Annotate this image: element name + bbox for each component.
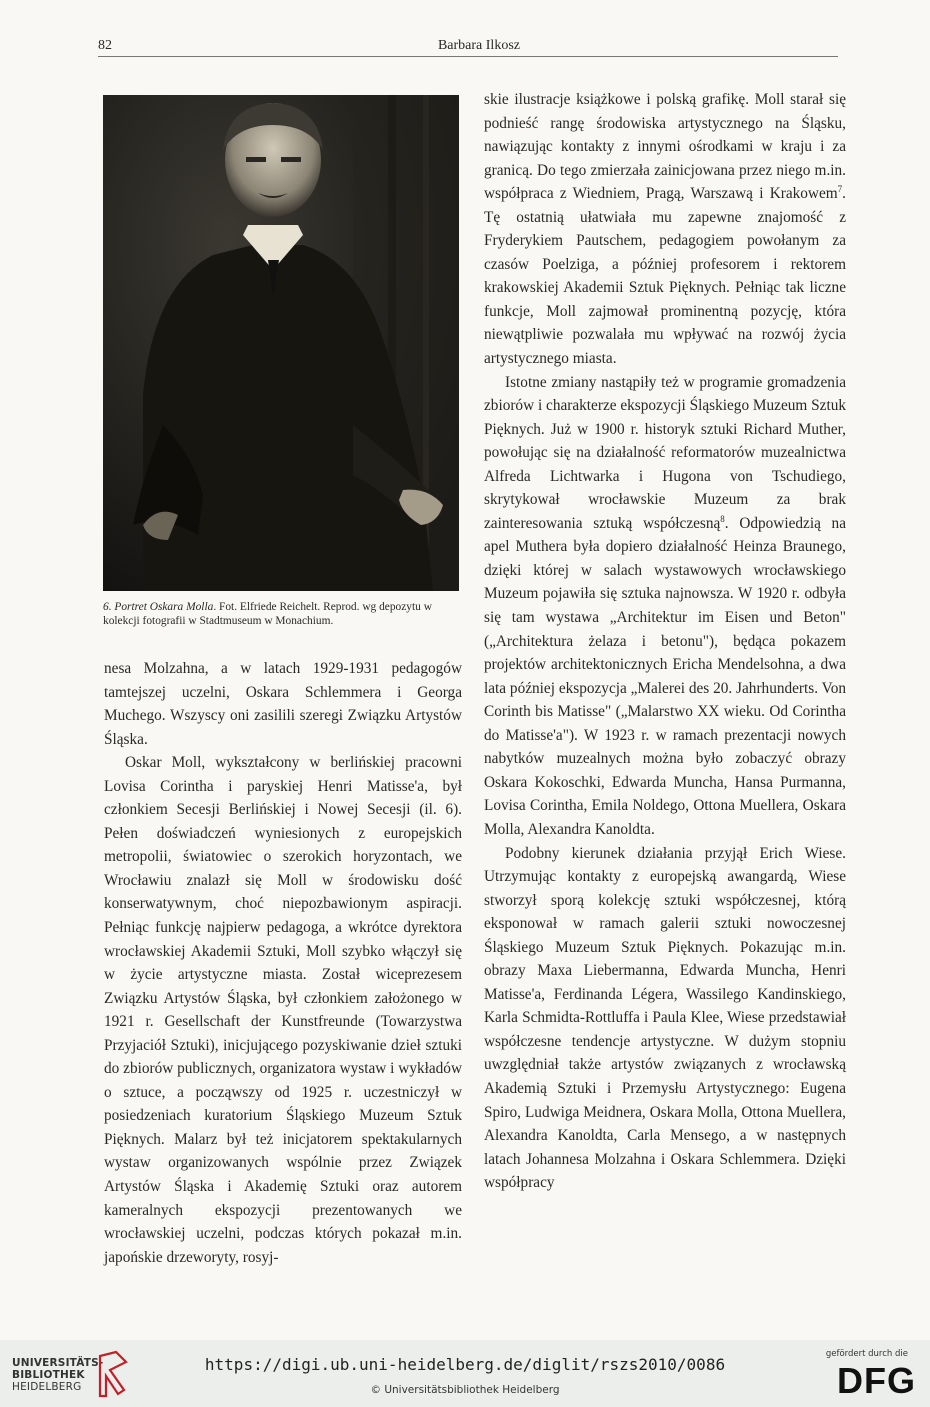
caption-credit: . Fot. Elfriede Reichelt. Reprod. wg depozytu w kolekcji fotografii w Stadtmuseum w Monachium. <box>103 601 432 627</box>
paragraph: Podobny kierunek działania przyjął Erich Wiese. Utrzymując kontakty z europejską awangardą, Wiese stworzył sporą kolekcję sztuki współczesnej, którą eksponował w ramach galerii sztuki nowoczesnej Śląskiego Muzeum Sztuk Pięknych. Pokazując m.in. obrazy Maxa Liebermanna, Edwarda Muncha, Henri Matisse'a, Ferdinanda Légera, Wassilego Kandinskiego, Karla Schmidta-Rottluffa i Paula Klee, Wiese przedstawiał współczesne tendencje artystyczne. W dużym stopniu uwzględniał także artystów związanych z wrocławską Akademią Sztuki i Przemysłu Artystycznego: Eugena Spiro, Ludwiga Meidnera, Oskara Molla, Ottona Muellera, Alexandra Kanoldta, Carla Mensego, a w następnych latach Johannesa Molzahna i Oskara Schlemmera. Dzięki współpracy <box>484 844 846 1192</box>
dfg-logo[interactable]: DFG <box>837 1360 916 1401</box>
copyright-notice: © Universitätsbibliothek Heidelberg <box>370 1384 560 1396</box>
paragraph <box>484 371 846 842</box>
paragraph <box>484 88 846 371</box>
paragraph-text: skie ilustracje książkowe i polską grafikę. Moll starał się podnieść rangę środowiska artystycznego na Śląsku, nawiązując kontakty z innymi ośrodkami w kraju i za granicą. Do tego zmierzała zainicjowana przez niego m.in. współpraca z Wiedniem, Pragą, Warszawą i Krakowem <box>484 91 846 203</box>
funding-note: gefördert durch die <box>825 1349 908 1359</box>
paragraph-text: . Odpowiedzią na apel Muthera była dopiero działalność Heinza Braunego, dzięki której w salach wystawowych wrocławskiego Muzeum pojawiła się sztuka najnowsza. W 1920 r. odbyła się tam wystawa „Architektur im Eisen und Beton" („Architektura żelaza i betonu"), będąca pokazem projektów architektonicznych Ericha Mendelsohna, a dwa lata później ekspozycja „Malerei des 20. Jahrhunderts. Von Corinth bis Matisse" („Malarstwo XX wieku. Od Corintha do Matisse'a"). W 1923 r. w ramach prezentacji nowych nabytków muzealnych można było zobaczyć obrazy Oskara Kokoschki, Edwarda Muncha, Hansa Purmanna, Lovisa Corintha, Emila Noldego, Ottona Muellera, Oskara Molla, Alexandra Kanoldta. <box>484 514 846 838</box>
uni-name-line: UNIVERSITÄTS- <box>12 1357 104 1369</box>
portrait-illustration <box>103 95 459 591</box>
caption-figure-title: 6. Portret Oskara Molla <box>103 601 214 613</box>
page-number: 82 <box>98 38 112 53</box>
running-header <box>98 38 838 57</box>
left-column <box>104 657 462 1269</box>
viewer-footer <box>0 1340 930 1407</box>
uni-name-line: HEIDELBERG <box>12 1381 82 1393</box>
portrait-photo <box>103 95 459 591</box>
uni-name-line: BIBLIOTHEK <box>12 1369 85 1381</box>
figure-caption <box>103 600 463 628</box>
paragraph-text: Istotne zmiany nastąpiły też w programie gromadzenia zbiorów i charakterze ekspozycji Śląskiego Muzeum Sztuk Pięknych. Już w 1900 r. historyk sztuki Richard Muther, powołując się na działalność reformatorów muzealnictwa Alfreda Lichtwarka i Hugona von Tschudiego, skrytykował wrocławskie Muzeum za brak zainteresowania sztuką współczesną <box>484 373 846 532</box>
footnote-ref[interactable]: 7 <box>837 184 843 195</box>
paragraph: nesa Molzahna, a w latach 1929-1931 pedagogów tamtejszej uczelni, Oskara Schlemmera i Georga Muchego. Wszyscy oni zasilili szeregi Związku Artystów Śląska. <box>104 660 462 748</box>
running-head-author: Barbara Ilkosz <box>437 38 520 53</box>
footnote-ref[interactable]: 8 <box>720 513 725 524</box>
paragraph-text: . Tę ostatnią ułatwiała mu zapewne znajomość z Fryderykiem Pautschem, pedagogiem powołanym za czasów Poelziga, a później profesorem i rektorem krakowskiej Akademii Sztuk Pięknych. Pełniąc tak liczne funkcje, Moll zajmował prominentną pozycję, która niewątpliwie pozwalała mu wpływać na rozwój życia artystycznego miasta. <box>484 185 846 368</box>
paragraph: Oskar Moll, wykształcony w berlińskiej pracowni Lovisa Corintha i paryskiej Henri Matisse'a, był członkiem Secesji Berlińskiej i Nowej Secesji (il. 6). Pełen doświadczeń wyniesionych z europejskich metropolii, światowiec o szerokich horyzontach, we Wrocławiu znalazł się Moll w środowisku dość konserwatywnym, choć niepozbawionym aspiracji. Pełniąc funkcję najpierw pedagoga, a wkrótce dyrektora wrocławskiej Akademii Sztuki, Moll szybko włączył się w życie artystyczne miasta. Został wiceprezesem Związku Artystów Śląska, był członkiem założonego w 1921 r. Gesellschaft der Kunstfreunde (Towarzystwa Przyjaciół Sztuki), inicjującego pozyskiwanie dzieł sztuki do zbiorów publicznych, organizatora wystaw i wykładów o sztuce, a począwszy od 1925 r. uczestniczył w posiedzeniach kuratorium Śląskiego Muzeum Sztuk Pięknych. Malarz był też inicjatorem spektakularnych wystaw organizowanych wspólnie przez Związek Artystów Śląska i Akademię Sztuki oraz autorem kameralnych ekspozycji prezentowanych we wrocławskiej uczelni, podczas których pokazał m.in. japońskie drzeworyty, rosyj- <box>104 754 462 1266</box>
permalink-url[interactable]: https://digi.ub.uni-heidelberg.de/diglit/rszs2010/0086 <box>204 1355 726 1374</box>
right-column <box>484 88 846 1195</box>
